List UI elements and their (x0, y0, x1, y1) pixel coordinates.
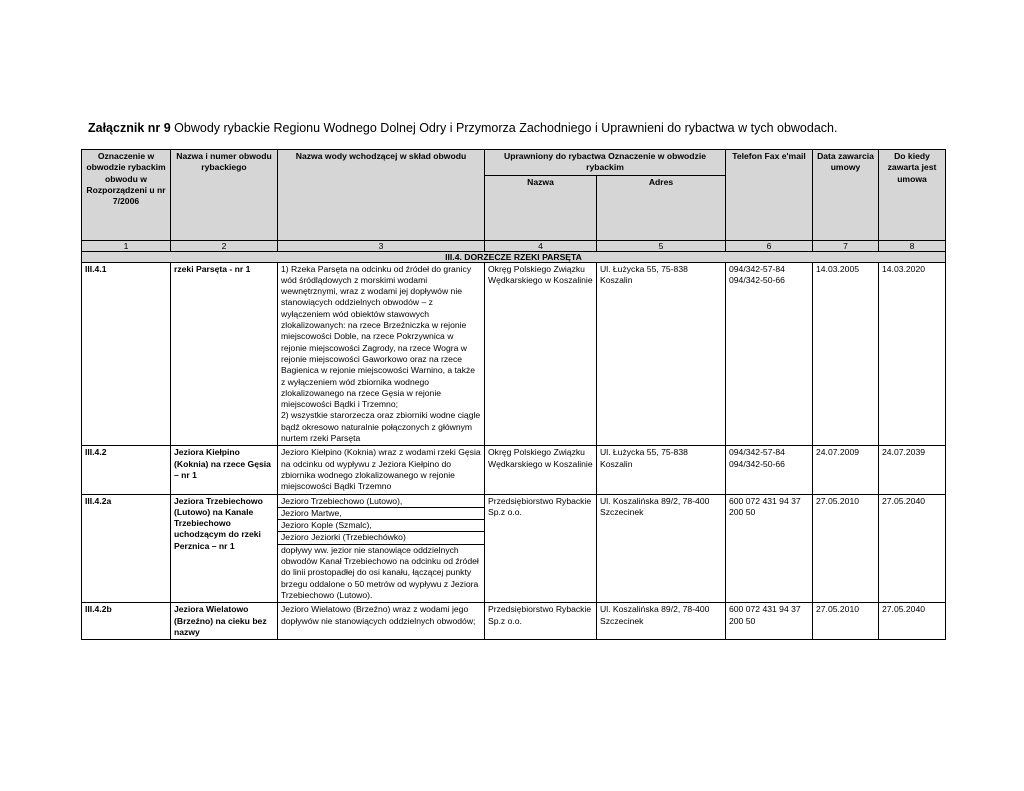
header-water-name: Nazwa wody wchodzącej w skład obwodu (278, 150, 485, 241)
header-phone: Telefon Fax e'mail (726, 150, 813, 241)
title-text: Obwody rybackie Regionu Wodnego Dolnej Odry i Przymorza Zachodniego i Uprawnieni do rybactwa w tych obwodach. (170, 121, 838, 135)
entitled-entity: Przedsiębiorstwo Rybackie Sp.z o.o. (485, 603, 597, 640)
col-number: 3 (278, 240, 485, 251)
table-row (82, 262, 946, 446)
col-number: 7 (813, 240, 879, 251)
entitled-address: Ul. Łużycka 55, 75-838 Koszalin (597, 262, 726, 446)
entitled-address: Ul. Koszalińska 89/2, 78-400 Szczecinek (597, 603, 726, 640)
district-waters (278, 603, 485, 640)
page-title (88, 121, 837, 135)
section-title: III.4. DORZECZE RZEKI PARSĘTA (82, 251, 946, 262)
water-item: Jezioro Martwe, (278, 508, 484, 520)
col-number: 1 (82, 240, 171, 251)
col-number: 4 (485, 240, 597, 251)
column-numbers-row (82, 240, 946, 251)
header-entity-name: Nazwa (485, 175, 597, 240)
fishing-districts-table (81, 149, 946, 640)
entitled-entity: Przedsiębiorstwo Rybackie Sp.z o.o. (485, 494, 597, 603)
entitled-entity: Okręg Polskiego Związku Wędkarskiego w Koszalinie (485, 262, 597, 446)
entitled-address: Ul. Łużycka 55, 75-838 Koszalin (597, 446, 726, 494)
water-item: Jezioro Kiełpino (Koknia) wraz z wodami rzeki Gęsia na odcinku od wypływu z Jeziora Kiełpino do zbiornika wodnego zlokalizowanego w rejonie miejscowości Bądki Trzemno (281, 447, 481, 492)
water-item: dopływy ww. jezior nie stanowiące oddzielnych obwodów Kanał Trzebiechowo na odcinku od źródeł do linii prostopadłej do osi kanału, łączącej punkty brzegu oddalone o 50 metrów od wypływu z Jeziora Trzebiechowo (Lutowo). (281, 544, 479, 600)
district-code: III.4.2 (82, 446, 171, 494)
contract-until: 24.07.2039 (879, 446, 946, 494)
district-code: III.4.2a (82, 494, 171, 603)
table-row (82, 446, 946, 494)
table-row (82, 603, 946, 640)
contract-date: 14.03.2005 (813, 262, 879, 446)
header-entitled-group: Uprawniony do rybactwa Oznaczenie w obwodzie rybackim (485, 150, 726, 176)
contract-until: 27.05.2040 (879, 603, 946, 640)
entitled-phone: 094/342-57-84 094/342-50-66 (726, 262, 813, 446)
district-waters (278, 494, 485, 603)
water-item: Jezioro Jeziorki (Trzebiechówko) (278, 532, 484, 544)
header-address: Adres (597, 175, 726, 240)
contract-date: 24.07.2009 (813, 446, 879, 494)
header-code: Oznaczenie w obwodzie rybackim obwodu w Rozporządzeni u nr 7/2006 (82, 150, 171, 241)
col-number: 5 (597, 240, 726, 251)
header-date: Data zawarcia umowy (813, 150, 879, 241)
entitled-phone: 094/342-57-84 094/342-50-66 (726, 446, 813, 494)
district-name: Jeziora Kiełpino (Koknia) na rzece Gęsia – nr 1 (171, 446, 278, 494)
col-number: 2 (171, 240, 278, 251)
water-item: 2) wszystkie starorzecza oraz zbiorniki wodne ciągle bądź okresowo naturalnie połączonych z głównym nurtem rzeki Parsęta (281, 410, 481, 444)
contract-until: 27.05.2040 (879, 494, 946, 603)
section-row (82, 251, 946, 262)
contract-date: 27.05.2010 (813, 494, 879, 603)
contract-date: 27.05.2010 (813, 603, 879, 640)
header-until: Do kiedy zawarta jest umowa (879, 150, 946, 241)
district-name: rzeki Parsęta - nr 1 (171, 262, 278, 446)
water-item: 1) Rzeka Parsęta na odcinku od źródeł do granicy wód śródlądowych z morskimi wodami wewnętrznymi, wraz z wodami jej dopływów nie stanowiących oddzielnych obwodów – z wyłączeniem wód obiektów stawowych zlokalizowanych: na rzece Brzeźniczka w rejonie miejscowości Doble, na rzece Pokrzywnica w rejonie miejscowości Zagrody, na rzece Wogra w rejonie miejscowości Gaworkowo oraz na rzece Bagienica w rejonie miejscowości Warnino, a także z wyłączeniem wód zbiornika wodnego zlokalizowanego na rzece Gęsia w rejonie miejscowości Bądki i Trzemno; (281, 263, 476, 410)
table-row (82, 494, 946, 603)
district-waters (278, 262, 485, 446)
entitled-address: Ul. Koszalińska 89/2, 78-400 Szczecinek (597, 494, 726, 603)
entitled-entity: Okręg Polskiego Związku Wędkarskiego w Koszalinie (485, 446, 597, 494)
district-waters (278, 446, 485, 494)
attachment-label: Załącznik nr 9 (88, 121, 171, 135)
water-item: Jezioro Kople (Szmalc), (278, 520, 484, 532)
entitled-phone: 600 072 431 94 37 200 50 (726, 603, 813, 640)
col-number: 8 (879, 240, 946, 251)
district-code: III.4.2b (82, 603, 171, 640)
district-name: Jeziora Wielatowo (Brzeźno) na cieku bez nazwy (171, 603, 278, 640)
water-item: Jezioro Wielatowo (Brzeźno) wraz z wodami jego dopływów nie stanowiących oddzielnych obwodów; (281, 604, 476, 626)
district-code: III.4.1 (82, 262, 171, 446)
header-district-name: Nazwa i numer obwodu rybackiego (171, 150, 278, 241)
entitled-phone: 600 072 431 94 37 200 50 (726, 494, 813, 603)
contract-until: 14.03.2020 (879, 262, 946, 446)
col-number: 6 (726, 240, 813, 251)
water-item: Jezioro Trzebiechowo (Lutowo), (278, 496, 484, 508)
district-name: Jeziora Trzebiechowo (Lutowo) na Kanale Trzebiechowo uchodzącym do rzeki Perznica – nr 1 (171, 494, 278, 603)
